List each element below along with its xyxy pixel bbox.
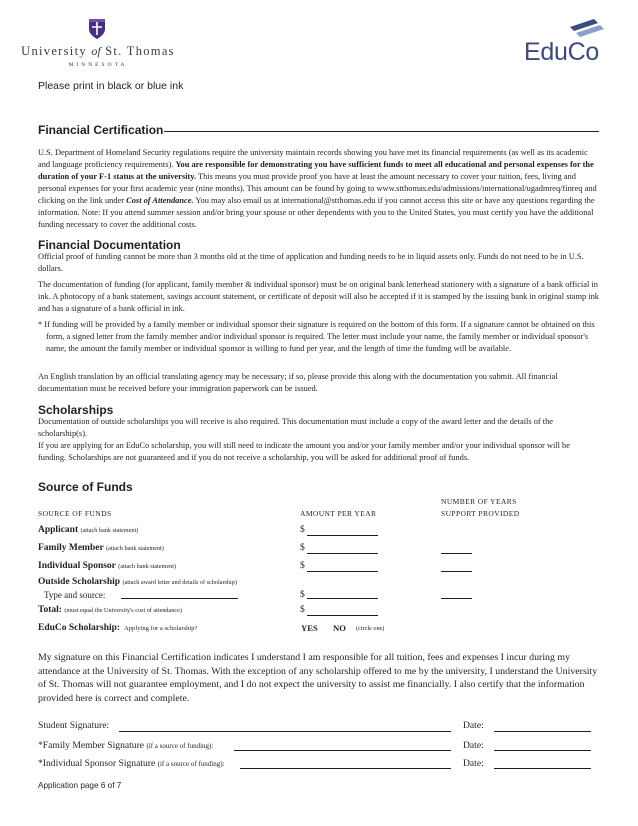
student-date-label: Date: bbox=[463, 720, 484, 731]
family-signature-label: *Family Member Signature (if a source of funding): bbox=[38, 740, 214, 751]
signature-statement: My signature on this Financial Certification indicates I understand I am responsible for all tuition, fees and expenses I incur during my attendance at the University of St. Thomas. With the exception of any scholarship offered to me by the university, I understand the University of St. Thomas will not guarantee employment, and I do not expect the university to assist me financially. I also certify that the information provided here is correct and complete. bbox=[38, 652, 598, 704]
educo-scholarship-row-label: EduCo Scholarship: bbox=[38, 623, 121, 633]
student-signature-label: Student Signature: bbox=[38, 720, 110, 731]
sponsor-signature-label: *Individual Sponsor Signature (if a source of funding): bbox=[38, 758, 225, 769]
column-header-years-line1: NUMBER OF YEARS bbox=[441, 497, 517, 506]
type-and-source-field[interactable] bbox=[121, 598, 238, 599]
sponsor-signature-field[interactable] bbox=[240, 768, 451, 769]
family-date-label: Date: bbox=[463, 740, 484, 751]
applicant-amount-field[interactable] bbox=[307, 535, 378, 536]
family-years-field[interactable] bbox=[441, 553, 472, 554]
family-member-row-label: Family Member (attach bank statement) bbox=[38, 543, 164, 553]
university-name: University of St. Thomas bbox=[21, 44, 175, 58]
scholarships-heading: Scholarships bbox=[38, 403, 114, 417]
scholarship-dollar-sign: $ bbox=[300, 590, 305, 600]
individual-sponsor-row-label: Individual Sponsor (attach bank statement) bbox=[38, 561, 176, 571]
family-date-field[interactable] bbox=[494, 750, 591, 751]
applicant-dollar-sign: $ bbox=[300, 525, 305, 535]
type-and-source-label: Type and source: bbox=[44, 590, 106, 600]
total-dollar-sign: $ bbox=[300, 605, 305, 615]
scholarships-p1: Documentation of outside scholarships you will receive is also required. This documentation must include a copy of the award letter and the details of the scholarship(s). bbox=[38, 417, 554, 438]
total-amount-field[interactable] bbox=[307, 615, 378, 616]
column-header-years-line2: SUPPORT PROVIDED bbox=[441, 509, 520, 518]
financial-certification-paragraph: U.S. Department of Homeland Security regulations require the university maintain records showing you have met its financial requirements (as well as its academic and language proficiency requirements). You are responsible for demonstrating you have sufficient funds to meet all educational and personal expenses for the duration of your F-1 status at the university. This means you must provide proof you have at least the amount necessary to cover your tuition, fees, living and personal expenses for your first academic year (nine months). This amount can be found by going to www.stthomas.edu/admissions/international/ugadmreq/finreq and clicking on the link under Cost of Attendance. You may also email us at international@stthomas.edu if you cannot access this site or have any questions regarding the information. Note: If you attend summer session and/or bring your spouse or other dependents with you to the United States, you must certify you have the additional funding necessary to cover the additional costs. bbox=[38, 148, 597, 229]
sponsor-dollar-sign: $ bbox=[300, 561, 305, 571]
student-signature-field[interactable] bbox=[119, 731, 451, 732]
family-signature-field[interactable] bbox=[234, 750, 451, 751]
heading-divider bbox=[164, 131, 599, 132]
sponsor-date-field[interactable] bbox=[494, 768, 591, 769]
financial-documentation-p1: Official proof of funding cannot be more than 3 months old at the time of application and funding needs to be in liquid assets only. Funds do not need to be in U.S. dollars. bbox=[38, 252, 584, 273]
column-header-amount: AMOUNT PER YEAR bbox=[300, 509, 377, 518]
educo-scholarship-note: Applying for a scholarship? bbox=[124, 625, 198, 632]
source-of-funds-heading: Source of Funds bbox=[38, 480, 133, 494]
financial-documentation-heading: Financial Documentation bbox=[38, 238, 181, 252]
applicant-row-label: Applicant (attach bank statement) bbox=[38, 525, 139, 535]
page-number: Application page 6 of 7 bbox=[38, 781, 122, 790]
family-dollar-sign: $ bbox=[300, 543, 305, 553]
ust-crest-logo bbox=[88, 18, 106, 40]
yes-option[interactable]: YES bbox=[301, 623, 318, 633]
educo-logo-text: EduCo bbox=[524, 38, 599, 66]
circle-one-note: (circle one) bbox=[356, 625, 385, 632]
financial-documentation-bullet: * If funding will be provided by a family member or individual sponsor their signature is required on the bottom of this form. If a signature cannot be obtained on this form, a signed letter from the family member and/or individual sponsor is required. The letter must include your name, the family member or individual sponsor's name, the amount the family member or individual sponsor is willing to fund per year, and the length of time the funding will be available. bbox=[38, 320, 595, 353]
financial-documentation-p3: An English translation by an official translating agency may be necessary; if so, please provide this along with the documentation you submit. All financial documentation must be received before your immigration paperwork can be issued. bbox=[38, 372, 558, 393]
scholarship-years-field[interactable] bbox=[441, 598, 472, 599]
student-date-field[interactable] bbox=[494, 731, 591, 732]
total-row-label: Total: (must equal the University's cost of attendance) bbox=[38, 605, 182, 615]
scholarship-amount-field[interactable] bbox=[307, 598, 378, 599]
sponsor-years-field[interactable] bbox=[441, 571, 472, 572]
financial-documentation-p2: The documentation of funding (for applicant, family member & individual sponsor) must be on original bank letterhead stationery with a signature of a bank official in ink. A photocopy of a bank statement, savings account statement, or certificate of deposit will also be accepted if it is stamped by the issuing bank in original stamp ink and has a signature of a bank official in ink. bbox=[38, 280, 599, 313]
sponsor-date-label: Date: bbox=[463, 758, 484, 769]
no-option[interactable]: NO bbox=[333, 623, 346, 633]
scholarships-p2: If you are applying for an EduCo scholarship, you will still need to indicate the amount you and/or your family member and/or your individual sponsor will be funding. Scholarships are not guaranteed and if you do not receive a scholarship, you will be asked for additional proof of funds. bbox=[38, 441, 570, 462]
university-state: MINNESOTA bbox=[68, 62, 128, 68]
financial-certification-heading: Financial Certification bbox=[38, 123, 164, 137]
sponsor-amount-field[interactable] bbox=[307, 571, 378, 572]
column-header-source: SOURCE OF FUNDS bbox=[38, 509, 112, 518]
family-amount-field[interactable] bbox=[307, 553, 378, 554]
print-instruction: Please print in black or blue ink bbox=[38, 80, 184, 92]
outside-scholarship-row-label: Outside Scholarship (attach award letter and details of scholarship) bbox=[38, 577, 237, 587]
